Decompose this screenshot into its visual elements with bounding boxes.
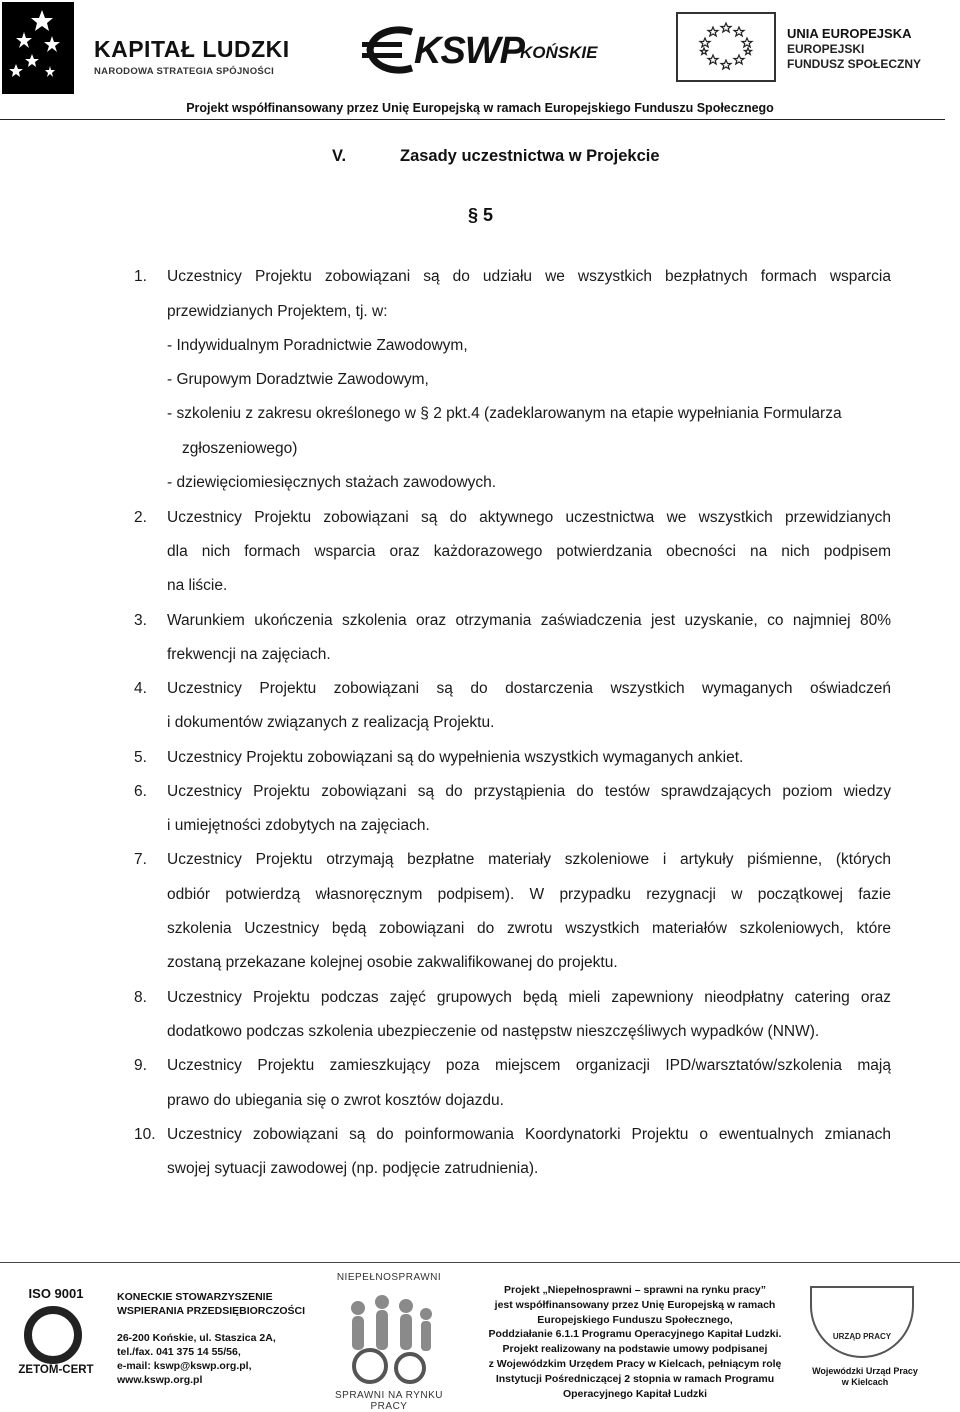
item-5-line: Uczestnicy Projektu zobowiązani są do wypełnienia wszystkich wymaganych ankiet. — [167, 749, 744, 766]
wup-shield-label: URZĄD PRACY — [832, 1332, 892, 1341]
footer-divider — [0, 1262, 960, 1263]
project-info-line: Operacyjnego Kapitał Ludzki — [562, 1387, 708, 1400]
item-number: 4. — [134, 680, 147, 697]
item-number: 10. — [134, 1126, 156, 1143]
eu-fund-line1: EUROPEJSKI — [787, 42, 865, 56]
section-heading — [332, 147, 660, 166]
iso-cert-name: ZETOM-CERT — [18, 1364, 94, 1376]
item-6-line: i umiejętności zdobytych na zajęciach. — [167, 817, 430, 834]
niepelnosprawni-logo — [316, 1268, 462, 1412]
item-2-line: dla nich formach wsparcia oraz każdorazowego potwierdzania obecności na nich podpisem — [167, 543, 891, 560]
org-phone: tel./fax. 041 375 14 55/56, — [117, 1346, 241, 1358]
kswp-logo — [362, 14, 602, 84]
project-info-line: Europejskiego Funduszu Społecznego, — [537, 1313, 733, 1326]
wup-shield-icon — [810, 1286, 914, 1358]
item-7-line: Uczestnicy Projektu otrzymają bezpłatne materiały szkoleniowe i artykuły piśmienne, (których — [167, 851, 891, 868]
item-4-line: Uczestnicy Projektu zobowiązani są do dostarczenia wszystkich wymaganych oświadczeń — [167, 680, 891, 697]
org-address: 26-200 Końskie, ul. Staszica 2A, — [117, 1332, 276, 1344]
item-8-line: Uczestnicy Projektu podczas zajęć grupowych będą mieli zapewniony nieodpłatny catering oraz — [167, 989, 891, 1006]
item-9-line: Uczestnicy Projektu zamieszkujący poza miejscem organizacji IPD/warsztatów/szkolenia mają — [167, 1057, 891, 1074]
item-number: 3. — [134, 612, 147, 629]
item-3-line: Warunkiem ukończenia szkolenia oraz otrzymania zaświadczenia jest uzyskanie, co najmniej 80% — [167, 612, 891, 629]
euro-swoosh-icon — [362, 26, 420, 79]
section-number: V. — [332, 147, 347, 165]
project-info-line: Instytucji Pośredniczącej 2 stopnia w ramach Programu — [495, 1372, 775, 1385]
project-info-line: Projekt „Niepełnosprawni – sprawni na rynku pracy” — [504, 1284, 766, 1296]
item-number: 9. — [134, 1057, 147, 1074]
header-divider — [0, 119, 945, 120]
paragraph-mark: § 5 — [468, 205, 494, 225]
iso-certificate-logo — [14, 1282, 98, 1382]
item-7-line: odbiór potwierdzą własnoręcznym podpisem). W przypadku rezygnacji w początkowej fazie — [167, 886, 891, 903]
project-info-line: Projekt realizowany na podstawie umowy podpisanej — [502, 1343, 768, 1356]
org-name-line1: KONECKIE STOWARZYSZENIE — [117, 1291, 273, 1303]
item-9-line: prawo do ubiegania się o zwrot kosztów dojazdu. — [167, 1092, 504, 1109]
item-2-line: na liście. — [167, 577, 228, 594]
eu-fund-line2: FUNDUSZ SPOŁECZNY — [787, 57, 922, 71]
project-info-line: z Wojewódzkim Urzędem Pracy w Kielcach, pełniącym rolę — [488, 1357, 782, 1370]
eu-title: UNIA EUROPEJSKA — [787, 26, 912, 41]
kswp-wordmark: KSWP — [414, 30, 524, 72]
item-1-line: Uczestnicy Projektu zobowiązani są do udziału we wszystkich bezpłatnych formach wsparcia — [167, 268, 891, 285]
item-1-bullet: - szkoleniu z zakresu określonego w § 2 pkt.4 (zadeklarowanym na etapie wypełniania Formularza — [167, 405, 842, 422]
np-logo-bottom: SPRAWNI NA RYNKU PRACY — [334, 1390, 444, 1412]
kapital-ludzki-subtitle: NARODOWA STRATEGIA SPÓJNOŚCI — [94, 66, 275, 77]
item-number: 5. — [134, 749, 147, 766]
item-4-line: i dokumentów związanych z realizacją Projektu. — [167, 714, 495, 731]
item-6-line: Uczestnicy Projektu zobowiązani są do przystąpienia do testów sprawdzających poziom wiedzy — [167, 783, 891, 800]
item-number: 8. — [134, 989, 147, 1006]
section-title: Zasady uczestnictwa w Projekcie — [400, 147, 660, 165]
item-7-line: szkolenia Uczestnicy będą zobowiązani do zwrotu wszystkich materiałów szkoleniowych, które — [167, 920, 891, 937]
kswp-city: KOŃSKIE — [520, 43, 598, 62]
item-10-line: Uczestnicy zobowiązani są do poinformowania Koordynatorki Projektu o ewentualnych zmianach — [167, 1126, 891, 1143]
wup-name-line1: Wojewódzki Urząd Pracy — [812, 1366, 918, 1376]
project-info-line: Poddziałanie 6.1.1 Programu Operacyjnego Kapitał Ludzki. — [488, 1328, 782, 1341]
item-number: 6. — [134, 783, 147, 800]
org-name-line2: WSPIERANIA PRZEDSIĘBIORCZOŚCI — [117, 1305, 306, 1317]
item-number: 1. — [134, 268, 147, 285]
kapital-ludzki-emblem-icon — [2, 2, 74, 94]
item-1-bullet: - Grupowym Doradztwie Zawodowym, — [167, 371, 429, 388]
item-1-line: zgłoszeniowego) — [182, 440, 298, 457]
zetom-cert-ring-icon — [24, 1306, 82, 1364]
item-number: 7. — [134, 851, 147, 868]
item-10-line: swojej sytuacji zawodowej (np. podjęcie zatrudnienia). — [167, 1160, 539, 1177]
kapital-ludzki-logo — [2, 2, 292, 94]
eu-flag-icon — [676, 12, 776, 82]
wup-kielce-logo — [800, 1280, 930, 1390]
project-info-line: jest współfinansowany przez Unię Europejską w ramach — [494, 1298, 776, 1311]
cofinance-note: Projekt współfinansowany przez Unię Europejską w ramach Europejskiego Funduszu Społecznego — [186, 101, 774, 115]
iso-title: ISO 9001 — [28, 1286, 84, 1301]
item-3-line: frekwencji na zajęciach. — [167, 646, 331, 663]
org-email: e-mail: kswp@kswp.org.pl, — [117, 1360, 252, 1372]
org-website: www.kswp.org.pl — [117, 1374, 203, 1386]
np-logo-top: NIEPEŁNOSPRAWNI — [336, 1272, 442, 1283]
people-group-icon — [336, 1288, 442, 1393]
item-1-bullet: - dziewięciomiesięcznych stażach zawodowych. — [167, 474, 497, 491]
kapital-ludzki-title: KAPITAŁ LUDZKI — [94, 36, 290, 62]
item-7-line: zostaną przekazane kolejnej osobie zakwalifikowanej do projektu. — [167, 954, 618, 971]
item-8-line: dodatkowo podczas szkolenia ubezpieczenie od następstw nieszczęśliwych wypadków (NNW). — [167, 1023, 820, 1040]
wup-name-line2: w Kielcach — [841, 1377, 889, 1387]
project-info — [470, 1283, 800, 1401]
item-1-line: przewidzianych Projektem, tj. w: — [167, 303, 388, 320]
item-1-bullet: - Indywidualnym Poradnictwie Zawodowym, — [167, 337, 468, 354]
item-2-line: Uczestnicy Projektu zobowiązani są do aktywnego uczestnictwa we wszystkich przewidzianych — [167, 509, 891, 526]
item-number: 2. — [134, 509, 147, 526]
